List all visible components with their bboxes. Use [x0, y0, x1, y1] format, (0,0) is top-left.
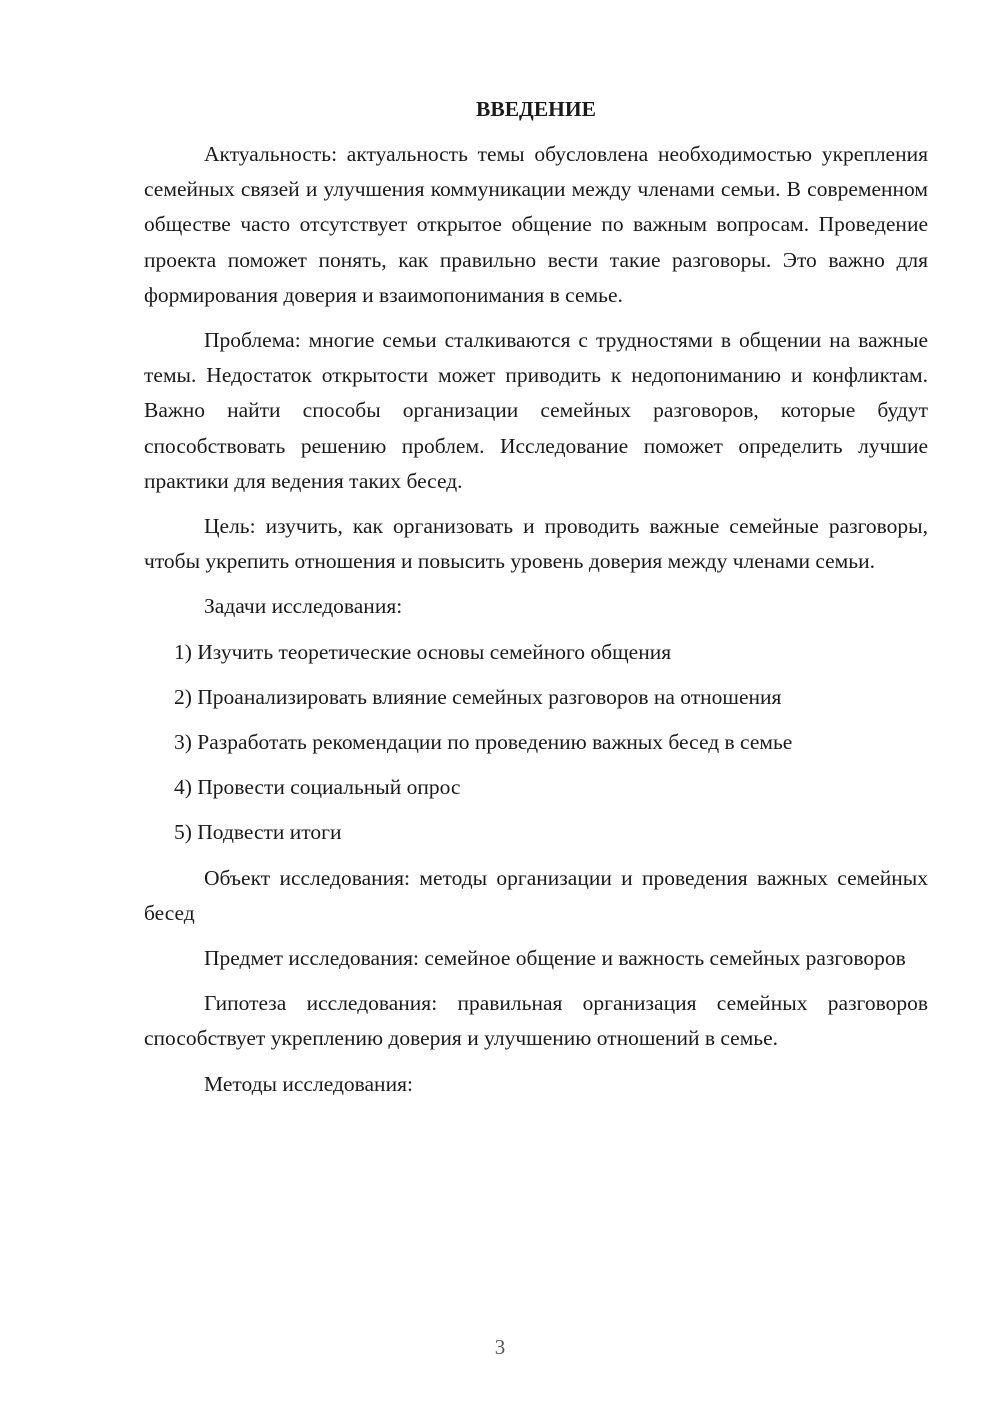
list-item: 3) Разработать рекомендации по проведению важных бесед в семье	[174, 730, 793, 755]
list-item: 4) Провести социальный опрос	[174, 775, 461, 800]
hypothesis-paragraph: Гипотеза исследования: правильная организация семейных разговоров способствует укреплению доверия и улучшению отношений в семье.	[144, 991, 928, 1051]
relevance-paragraph: Актуальность: актуальность темы обусловлена необходимостью укрепления семейных связей и улучшения коммуникации между членами семьи. В современном обществе часто отсутствует открытое общение по важным вопросам. Проведение проекта поможет понять, как правильно вести такие разговоры. Это важно для формирования доверия и взаимопонимания в семье.	[144, 142, 928, 307]
subject-paragraph: Предмет исследования: семейное общение и важность семейных разговоров	[204, 946, 906, 971]
tasks-heading: Задачи исследования:	[204, 594, 403, 619]
list-item: 2) Проанализировать влияние семейных разговоров на отношения	[174, 684, 782, 709]
problem-paragraph: Проблема: многие семьи сталкиваются с трудностями в общении на важные темы. Недостаток открытости может приводить к недопониманию и конфликтам. Важно найти способы организации семейных разговоров, которые будут способствовать решению проблем. Исследование поможет определить лучшие практики для ведения таких бесед.	[144, 328, 928, 493]
section-title: ВВЕДЕНИЕ	[476, 97, 596, 121]
page-number: 3	[494, 1335, 506, 1359]
goal-paragraph: Цель: изучить, как организовать и проводить важные семейные разговоры, чтобы укрепить отношения и повысить уровень доверия между членами семьи.	[144, 514, 928, 574]
methods-heading: Методы исследования:	[204, 1071, 413, 1096]
object-paragraph: Объект исследования: методы организации и проведения важных семейных бесед	[144, 865, 928, 925]
page-content	[144, 92, 928, 1112]
tasks-list	[144, 635, 928, 851]
list-item: 5) Подвести итоги	[174, 820, 342, 845]
list-item: 1) Изучить теоретические основы семейного общения	[174, 639, 672, 664]
